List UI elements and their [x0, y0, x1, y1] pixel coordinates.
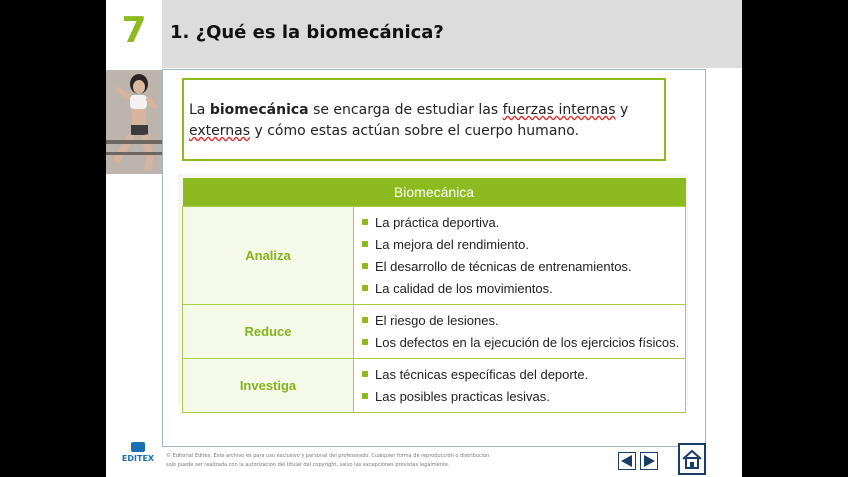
row-label: Reduce: [183, 305, 354, 359]
table-header: Biomecánica: [183, 178, 686, 207]
list-item-text: Las posibles practicas lesivas.: [375, 389, 550, 404]
copyright-line-2: solo puede ser realizada con la autorización del titular del copyright, salvo las excepciones previstas legalmente.: [166, 462, 450, 468]
row-items: [354, 207, 686, 305]
bullet-icon: [362, 219, 368, 225]
list-item: [362, 256, 685, 278]
definition-term-external: externas: [189, 123, 251, 139]
definition-part2: se encarga de estudiar las: [308, 102, 503, 118]
definition-part1: La: [189, 102, 210, 118]
list-item: [362, 364, 685, 386]
definition-keyword: biomecánica: [209, 102, 309, 118]
copyright-notice: [166, 452, 546, 470]
row-items: [354, 305, 686, 359]
arrow-right-icon: [644, 455, 655, 467]
bullet-icon: [362, 339, 368, 345]
bullet-icon: [362, 317, 368, 323]
list-item: [362, 212, 685, 234]
table-row: [183, 207, 686, 305]
list-item: [362, 278, 685, 300]
list-item-text: La calidad de los movimientos.: [375, 281, 553, 296]
bullet-icon: [362, 393, 368, 399]
list-item: [362, 386, 685, 408]
page-title: 1. ¿Qué es la biomecánica?: [170, 22, 444, 43]
editex-logo: [120, 442, 156, 470]
home-icon: [680, 445, 704, 473]
list-item: [362, 234, 685, 256]
definition-term-internal: fuerzas internas: [502, 102, 616, 118]
athlete-image-icon: [106, 70, 162, 174]
copyright-line-1: © Editorial Editex. Este archivo es para uso exclusivo y personal del profesorado. Cualquier forma de reproducción o distribución: [166, 453, 490, 459]
bullet-icon: [362, 285, 368, 291]
list-item-text: Los defectos en la ejecución de los ejercicios físicos.: [375, 335, 680, 350]
arrow-left-icon: [621, 455, 632, 467]
slide-header: [106, 0, 742, 68]
unit-number: 7: [121, 10, 147, 51]
bullet-icon: [362, 241, 368, 247]
logo-mark-icon: [131, 442, 145, 452]
slide: [106, 0, 742, 477]
row-items: [354, 359, 686, 413]
athlete-photo: [106, 70, 162, 174]
list-item: [362, 332, 685, 354]
table-row: [183, 359, 686, 413]
next-button[interactable]: [640, 452, 658, 470]
list-item-text: El riesgo de lesiones.: [375, 313, 499, 328]
table-row: [183, 305, 686, 359]
definition-box: [182, 78, 666, 161]
list-item-text: Las técnicas específicas del deporte.: [375, 367, 589, 382]
previous-button[interactable]: [618, 452, 636, 470]
home-button[interactable]: [678, 443, 706, 475]
table-container: [178, 174, 688, 406]
list-item: [362, 310, 685, 332]
definition-part3: y: [615, 102, 629, 118]
biomechanics-table: [182, 178, 686, 413]
list-item-text: El desarrollo de técnicas de entrenamientos.: [375, 259, 632, 274]
definition-text: [189, 100, 659, 142]
row-label: Analiza: [183, 207, 354, 305]
list-item-text: La práctica deportiva.: [375, 215, 500, 230]
bullet-icon: [362, 371, 368, 377]
definition-part4: y cómo estas actúan sobre el cuerpo humano.: [250, 123, 580, 139]
bullet-icon: [362, 263, 368, 269]
row-label: Investiga: [183, 359, 354, 413]
unit-number-box: [106, 0, 162, 68]
list-item-text: La mejora del rendimiento.: [375, 237, 529, 252]
logo-text: EDITEX: [121, 454, 155, 463]
